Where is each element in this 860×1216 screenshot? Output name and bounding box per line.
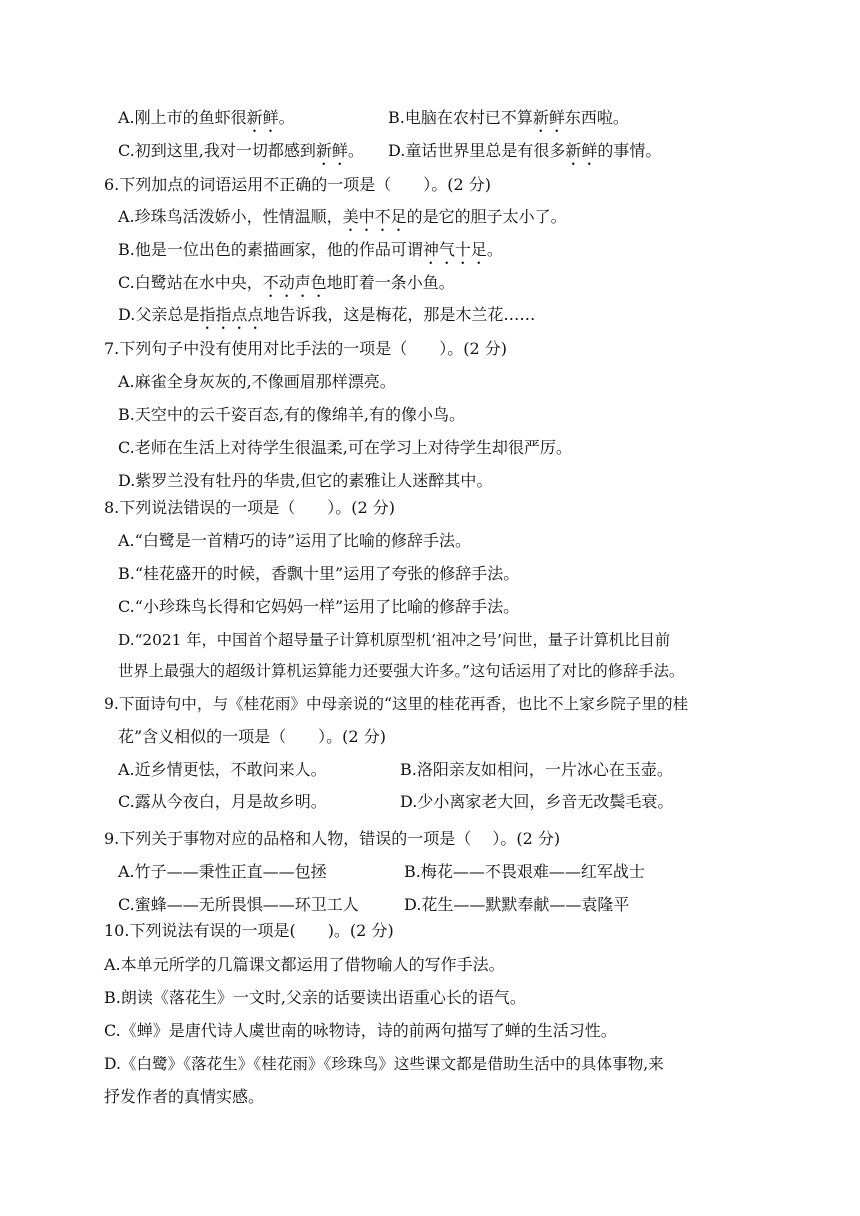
q6-option-c: C.白鹭站在水中央，不动声色地盯着一条小鱼。 (118, 273, 455, 292)
q8-option-b: B.“桂花盛开的时候，香飘十里”运用了夸张的修辞手法。 (118, 564, 520, 583)
q9-second-stem: 9.下列关于事物对应的品格和人物，错误的一项是（ ）。(2 分) (104, 829, 561, 848)
q5-option-b: B.电脑在农村已不算新鲜东西啦。 (388, 108, 629, 127)
q7-option-b: B.天空中的云千姿百态,有的像绵羊,有的像小鸟。 (118, 405, 466, 424)
emphasized-word: 神气十足 (422, 240, 487, 259)
q5-option-d: D.童话世界里总是有很多新鲜的事情。 (388, 141, 662, 160)
q9-second-option-d: D.花生——默默奉献——袁隆平 (404, 895, 630, 914)
q10-option-c: C.《蝉》是唐代诗人虞世南的咏物诗，诗的前两句描写了蝉的生活习性。 (104, 1021, 617, 1040)
q10-option-d-line1: D.《白鹭》《落花生》《桂花雨》《珍珠鸟》这些课文都是借助生活中的具体事物,来 (104, 1055, 664, 1073)
q5-option-c: C.初到这里,我对一切都感到新鲜。 (118, 141, 364, 160)
emphasized-word: 新鲜 (315, 141, 348, 160)
q7-option-d: D.紫罗兰没有牡丹的华贵,但它的素雅让人迷醉其中。 (118, 471, 493, 490)
q8-option-d-line1: D.“2021 年，中国首个超导量子计算机原型机‘祖冲之号’问世，量子计算机比目前 (118, 631, 671, 649)
q9-first-option-d: D.少小离家老大回，乡音无改鬓毛衰。 (400, 792, 674, 811)
q9-first-option-a: A.近乡情更怯，不敢问来人。 (118, 760, 327, 779)
q7-stem: 7.下列句子中没有使用对比手法的一项是（ ）。(2 分) (104, 339, 508, 358)
q7-option-c: C.老师在生活上对待学生很温柔,可在学习上对待学生却很严厉。 (118, 438, 572, 457)
q9-first-stem-line1: 9.下面诗句中，与《桂花雨》中母亲说的“这里的桂花再香，也比不上家乡院子里的桂 (104, 695, 689, 713)
emphasized-word: 指指点点 (199, 305, 264, 324)
emphasized-word: 新鲜 (246, 108, 279, 127)
q6-option-d: D.父亲总是指指点点地告诉我，这是梅花，那是木兰花…… (118, 305, 536, 324)
q6-option-a: A.珍珠鸟活泼娇小，性情温顺，美中不足的是它的胆子太小了。 (118, 207, 567, 226)
q8-option-c: C.“小珍珠鸟长得和它妈妈一样”运用了比喻的修辞手法。 (118, 597, 520, 616)
emphasized-word: 新鲜 (532, 108, 565, 127)
q10-stem: 10.下列说法有误的一项是( )。(2 分) (104, 921, 394, 940)
q9-second-option-b: B.梅花——不畏艰难——红军战士 (404, 862, 645, 881)
q9-first-option-c: C.露从今夜白，月是故乡明。 (118, 792, 327, 811)
emphasized-word: 不动声色 (262, 273, 327, 292)
emphasized-word: 美中不足 (342, 207, 407, 226)
q8-option-a: A.“白鹭是一首精巧的诗”运用了比喻的修辞手法。 (118, 531, 472, 550)
q9-second-option-a: A.竹子——秉性正直——包拯 (118, 862, 327, 881)
q10-option-d-line2: 抒发作者的真情实感。 (104, 1087, 265, 1106)
q10-option-a: A.本单元所学的几篇课文都运用了借物喻人的写作手法。 (104, 955, 505, 974)
q6-option-b: B.他是一位出色的素描画家，他的作品可谓神气十足。 (118, 240, 503, 259)
q6-stem: 6.下列加点的词语运用不正确的一项是（ ）。(2 分) (104, 175, 492, 194)
q8-stem: 8.下列说法错误的一项是（ ）。(2 分) (104, 498, 396, 517)
q9-first-option-b: B.洛阳亲友如相问，一片冰心在玉壶。 (400, 760, 673, 779)
q7-option-a: A.麻雀全身灰灰的,不像画眉那样漂亮。 (118, 372, 396, 391)
q10-option-b: B.朗读《落花生》一文时,父亲的话要读出语重心长的语气。 (104, 988, 526, 1007)
emphasized-word: 新鲜 (565, 141, 598, 160)
q5-option-a: A.刚上市的鱼虾很新鲜。 (118, 108, 295, 127)
q9-second-option-c: C.蜜蜂——无所畏惧——环卫工人 (118, 895, 359, 914)
q9-first-stem-line2: 花”含义相似的一项是（ ）。(2 分) (118, 727, 386, 746)
q8-option-d-line2: 世界上最强大的超级计算机运算能力还要强大许多。”这句话运用了对比的修辞手法。 (118, 662, 685, 680)
